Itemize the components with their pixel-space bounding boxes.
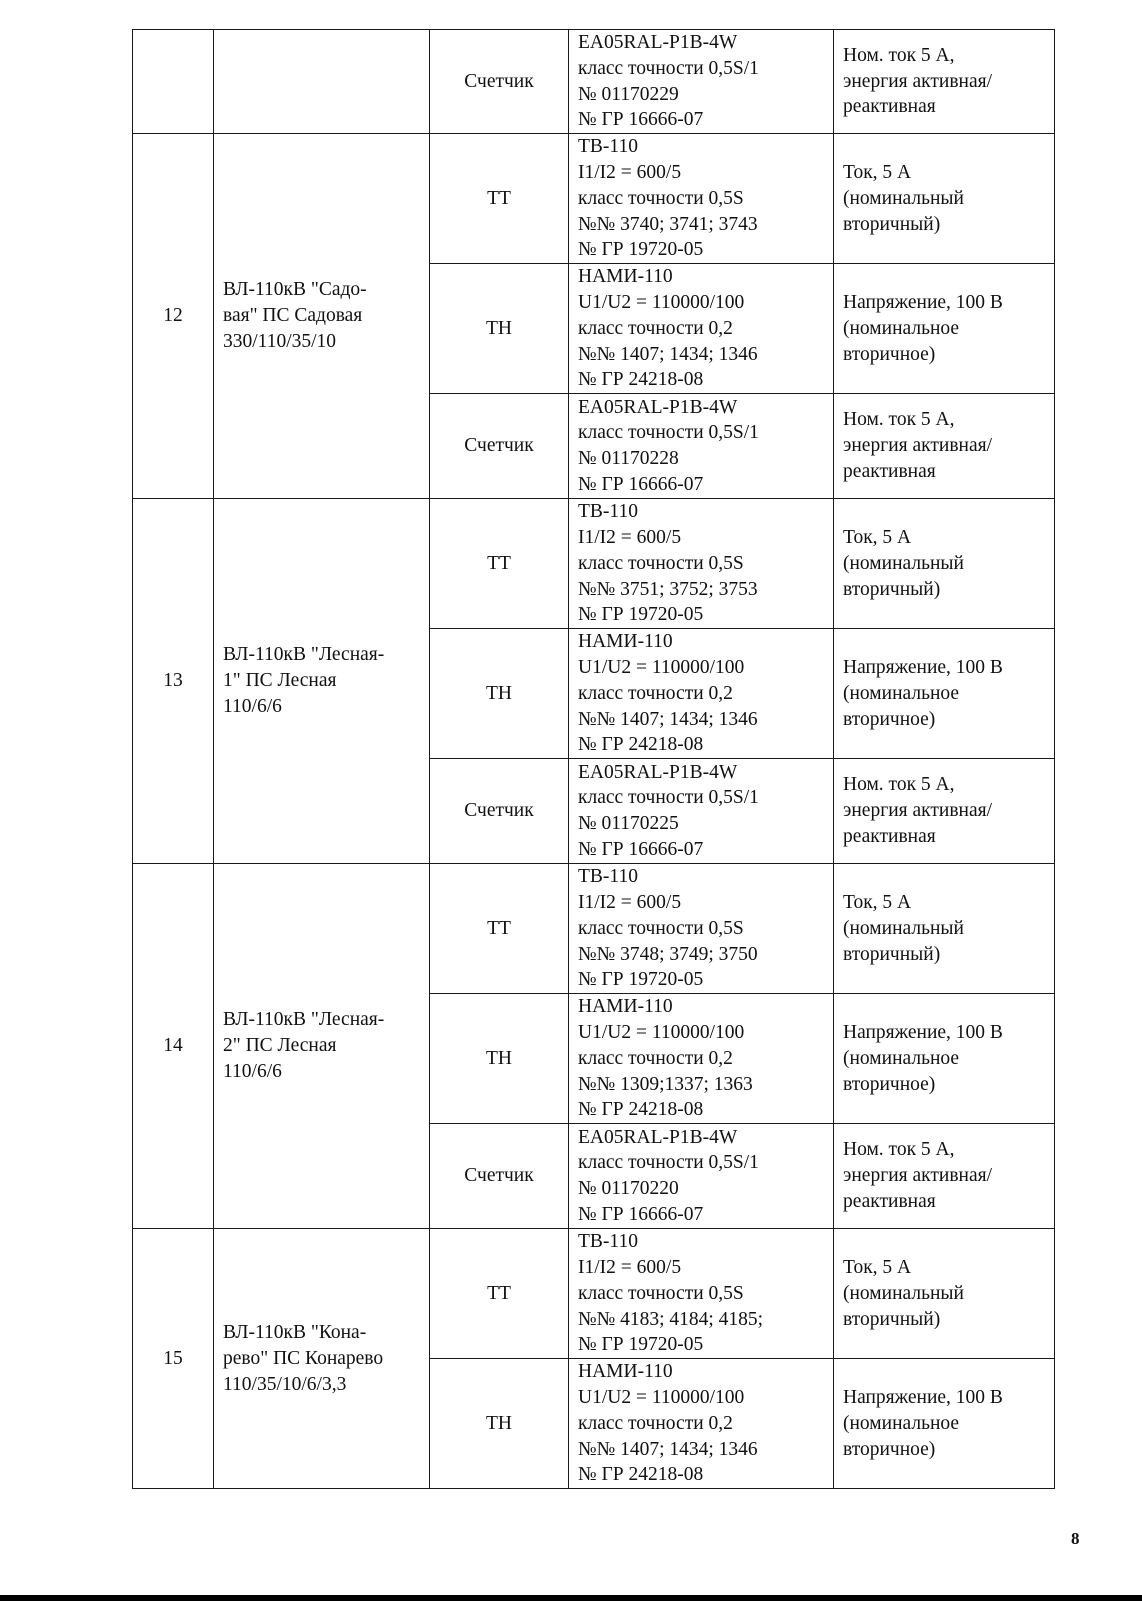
text-line: №№ 1407; 1434; 1346	[578, 343, 758, 365]
text-line: U1/U2 = 110000/100	[578, 1021, 745, 1043]
text-line: №№ 3751; 3752; 3753	[578, 578, 758, 600]
component-spec	[569, 30, 834, 134]
text-line: № 01170225	[578, 813, 679, 835]
table-row	[133, 134, 1055, 264]
text-line: Напряжение, 100 В	[843, 291, 1003, 313]
text-line: EA05RAL-P1B-4W	[578, 761, 738, 783]
text-line: № ГР 16666-07	[578, 1203, 704, 1225]
component-type: ТТ	[430, 499, 569, 629]
component-type: ТТ	[430, 864, 569, 994]
text-line: I1/I2 = 600/5	[578, 161, 682, 183]
component-type: ТН	[430, 994, 569, 1124]
text-line: № ГР 19720-05	[578, 604, 704, 626]
component-type: Счетчик	[430, 759, 569, 864]
text-line: вторичное)	[843, 1438, 936, 1460]
component-spec	[569, 1124, 834, 1229]
text-line: рево" ПС Конарево	[223, 1347, 384, 1369]
measurement-object	[214, 30, 430, 134]
component-parameter	[834, 134, 1055, 264]
text-line: № ГР 19720-05	[578, 969, 704, 991]
text-line: I1/I2 = 600/5	[578, 1256, 682, 1278]
component-type: ТТ	[430, 1229, 569, 1359]
text-line: ТВ-110	[578, 1231, 638, 1253]
table-row	[133, 1229, 1055, 1359]
text-line: (номинальный	[843, 917, 964, 939]
text-line: класс точности 0,5S/1	[578, 787, 759, 809]
component-parameter	[834, 394, 1055, 499]
page-number: 8	[1071, 1529, 1080, 1548]
component-parameter	[834, 759, 1055, 864]
text-line: ВЛ-110кВ "Кона-	[223, 1321, 367, 1343]
text-line: Ток, 5 А	[843, 161, 912, 183]
text-line: № 01170229	[578, 83, 679, 105]
text-line: (номинальное	[843, 1412, 960, 1434]
measurement-object	[214, 1229, 430, 1489]
text-line: Ток, 5 А	[843, 891, 912, 913]
component-spec	[569, 1359, 834, 1489]
text-line: реактивная	[843, 1191, 936, 1213]
component-type: ТН	[430, 1359, 569, 1489]
measurement-object	[214, 864, 430, 1229]
component-parameter	[834, 1359, 1055, 1489]
text-line: энергия активная/	[843, 435, 993, 457]
component-type: Счетчик	[430, 30, 569, 134]
table-row	[133, 864, 1055, 994]
text-line: № ГР 16666-07	[578, 109, 704, 131]
text-line: Ток, 5 А	[843, 526, 912, 548]
measurement-object	[214, 499, 430, 864]
text-line: реактивная	[843, 826, 936, 848]
component-spec	[569, 499, 834, 629]
component-parameter	[834, 1124, 1055, 1229]
component-parameter	[834, 499, 1055, 629]
text-line: № ГР 16666-07	[578, 473, 704, 495]
text-line: №№ 1407; 1434; 1346	[578, 708, 758, 730]
component-type: ТН	[430, 629, 569, 759]
text-line: ТВ-110	[578, 866, 638, 888]
component-parameter	[834, 1229, 1055, 1359]
text-line: №№ 1407; 1434; 1346	[578, 1438, 758, 1460]
text-line: класс точности 0,5S	[578, 552, 744, 574]
text-line: (номинальное	[843, 682, 960, 704]
text-line: 330/110/35/10	[223, 331, 337, 353]
row-number: 12	[133, 134, 214, 499]
text-line: 110/6/6	[223, 1061, 282, 1083]
text-line: №№ 3740; 3741; 3743	[578, 213, 758, 235]
text-line: № ГР 19720-05	[578, 239, 704, 261]
text-line: U1/U2 = 110000/100	[578, 656, 745, 678]
text-line: класс точности 0,2	[578, 1412, 733, 1434]
text-line: № ГР 24218-08	[578, 1099, 704, 1121]
component-parameter	[834, 864, 1055, 994]
text-line: вторичное)	[843, 343, 936, 365]
table-row	[133, 499, 1055, 629]
text-line: ВЛ-110кВ "Садо-	[223, 279, 367, 301]
text-line: НАМИ-110	[578, 1361, 673, 1383]
text-line: 2" ПС Лесная	[223, 1035, 337, 1057]
text-line: класс точности 0,2	[578, 1047, 733, 1069]
text-line: вторичный)	[843, 943, 941, 965]
text-line: U1/U2 = 110000/100	[578, 291, 745, 313]
text-line: Ном. ток 5 А,	[843, 774, 955, 796]
text-line: Ном. ток 5 А,	[843, 44, 955, 66]
text-line: класс точности 0,5S	[578, 917, 744, 939]
text-line: 1" ПС Лесная	[223, 670, 337, 692]
text-line: класс точности 0,5S/1	[578, 422, 759, 444]
text-line: I1/I2 = 600/5	[578, 891, 682, 913]
text-line: вторичный)	[843, 578, 941, 600]
component-spec	[569, 394, 834, 499]
text-line: №№ 4183; 4184; 4185;	[578, 1308, 764, 1330]
text-line: Ток, 5 А	[843, 1256, 912, 1278]
text-line: НАМИ-110	[578, 266, 673, 288]
text-line: класс точности 0,5S/1	[578, 57, 759, 79]
component-spec	[569, 264, 834, 394]
text-line: НАМИ-110	[578, 996, 673, 1018]
text-line: Ном. ток 5 А,	[843, 409, 955, 431]
text-line: вторичное)	[843, 1073, 936, 1095]
text-line: (номинальный	[843, 1282, 964, 1304]
text-line: EA05RAL-P1B-4W	[578, 396, 738, 418]
row-number: 13	[133, 499, 214, 864]
text-line: ТВ-110	[578, 501, 638, 523]
component-type: Счетчик	[430, 1124, 569, 1229]
text-line: (номинальное	[843, 1047, 960, 1069]
table-row	[133, 30, 1055, 134]
text-line: класс точности 0,2	[578, 682, 733, 704]
component-spec	[569, 994, 834, 1124]
text-line: ВЛ-110кВ "Лесная-	[223, 644, 385, 666]
text-line: вторичное)	[843, 708, 936, 730]
component-spec	[569, 864, 834, 994]
text-line: № ГР 24218-08	[578, 734, 704, 756]
measurement-object	[214, 134, 430, 499]
text-line: Ном. ток 5 А,	[843, 1139, 955, 1161]
text-line: вторичный)	[843, 1308, 941, 1330]
text-line: № ГР 24218-08	[578, 369, 704, 391]
component-spec	[569, 1229, 834, 1359]
text-line: 110/6/6	[223, 696, 282, 718]
component-type: ТТ	[430, 134, 569, 264]
text-line: № 01170228	[578, 448, 679, 470]
text-line: НАМИ-110	[578, 631, 673, 653]
text-line: класс точности 0,5S/1	[578, 1152, 759, 1174]
text-line: вая" ПС Садовая	[223, 305, 363, 327]
text-line: класс точности 0,5S	[578, 1282, 744, 1304]
text-line: №№ 1309;1337; 1363	[578, 1073, 753, 1095]
text-line: класс точности 0,2	[578, 317, 733, 339]
text-line: EA05RAL-P1B-4W	[578, 32, 738, 53]
text-line: Напряжение, 100 В	[843, 1386, 1003, 1408]
component-spec	[569, 629, 834, 759]
row-number: 15	[133, 1229, 214, 1489]
text-line: EA05RAL-P1B-4W	[578, 1126, 738, 1148]
component-type: Счетчик	[430, 394, 569, 499]
component-parameter	[834, 264, 1055, 394]
equipment-table	[132, 29, 1055, 1489]
component-spec	[569, 759, 834, 864]
component-type: ТН	[430, 264, 569, 394]
scan-edge-band	[0, 1595, 1142, 1601]
text-line: №№ 3748; 3749; 3750	[578, 943, 758, 965]
text-line: U1/U2 = 110000/100	[578, 1386, 745, 1408]
text-line: (номинальный	[843, 552, 964, 574]
text-line: вторичный)	[843, 213, 941, 235]
text-line: энергия активная/	[843, 1165, 993, 1187]
component-parameter	[834, 30, 1055, 134]
row-number: 14	[133, 864, 214, 1229]
text-line: Напряжение, 100 В	[843, 656, 1003, 678]
component-parameter	[834, 994, 1055, 1124]
text-line: (номинальное	[843, 317, 960, 339]
text-line: № ГР 24218-08	[578, 1464, 704, 1486]
text-line: ВЛ-110кВ "Лесная-	[223, 1009, 385, 1031]
text-line: № 01170220	[578, 1178, 679, 1200]
text-line: ТВ-110	[578, 136, 638, 158]
text-line: реактивная	[843, 96, 936, 118]
text-line: класс точности 0,5S	[578, 187, 744, 209]
text-line: № ГР 19720-05	[578, 1334, 704, 1356]
text-line: 110/35/10/6/3,3	[223, 1373, 347, 1395]
text-line: (номинальный	[843, 187, 964, 209]
text-line: Напряжение, 100 В	[843, 1021, 1003, 1043]
text-line: № ГР 16666-07	[578, 838, 704, 860]
text-line: энергия активная/	[843, 800, 993, 822]
text-line: I1/I2 = 600/5	[578, 526, 682, 548]
component-spec	[569, 134, 834, 264]
component-parameter	[834, 629, 1055, 759]
text-line: реактивная	[843, 461, 936, 483]
row-number	[133, 30, 214, 134]
text-line: энергия активная/	[843, 70, 993, 92]
